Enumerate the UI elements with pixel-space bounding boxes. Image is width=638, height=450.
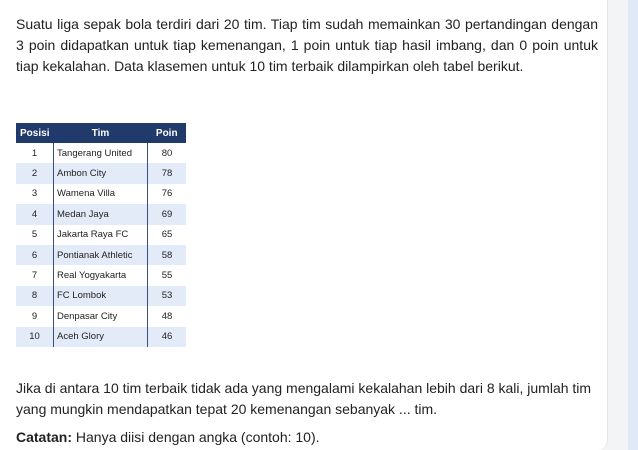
cell-posisi: 10 xyxy=(16,327,54,347)
cell-tim: Tangerang United xyxy=(54,143,148,163)
cell-tim: FC Lombok xyxy=(54,286,148,306)
standings-table xyxy=(16,123,186,347)
cell-poin: 48 xyxy=(148,306,187,326)
cell-tim: Jakarta Raya FC xyxy=(54,225,148,245)
question-intro: Suatu liga sepak bola terdiri dari 20 tim. Tiap tim sudah memainkan 30 pertandingan dengan 3 poin didapatkan untuk tiap kemenangan, 1 poin untuk tiap hasil imbang, dan 0 poin untuk tiap kekalahan. Data klasemen untuk 10 tim terbaik dilampirkan oleh tabel berikut. xyxy=(16,16,598,74)
table-row xyxy=(16,265,186,285)
cell-poin: 76 xyxy=(148,184,187,204)
cell-posisi: 9 xyxy=(16,306,54,326)
cell-tim: Medan Jaya xyxy=(54,204,148,224)
table-row xyxy=(16,163,186,183)
cell-tim: Pontianak Athletic xyxy=(54,245,148,265)
question-body: Jika di antara 10 tim terbaik tidak ada yang mengalami kekalahan lebih dari 8 kali, jumlah tim yang mungkin mendapatkan tepat 20 kemenangan sebanyak ... tim. xyxy=(16,380,592,417)
cell-posisi: 8 xyxy=(16,286,54,306)
cell-posisi: 4 xyxy=(16,204,54,224)
cell-posisi: 2 xyxy=(16,163,54,183)
header-posisi: Posisi xyxy=(16,123,54,143)
table-row xyxy=(16,225,186,245)
table-row xyxy=(16,245,186,265)
table-row xyxy=(16,327,186,347)
header-tim: Tim xyxy=(54,123,148,143)
table-row xyxy=(16,143,186,163)
cell-posisi: 1 xyxy=(16,143,54,163)
cell-poin: 65 xyxy=(148,225,187,245)
cell-posisi: 3 xyxy=(16,184,54,204)
cell-poin: 53 xyxy=(148,286,187,306)
cell-tim: Aceh Glory xyxy=(54,327,148,347)
table-row xyxy=(16,184,186,204)
cell-tim: Ambon City xyxy=(54,163,148,183)
cell-poin: 46 xyxy=(148,327,187,347)
table-header-row xyxy=(16,123,186,143)
note-text: Hanya diisi dengan angka (contoh: 10). xyxy=(72,429,320,445)
table-row xyxy=(16,306,186,326)
table-row xyxy=(16,286,186,306)
cell-poin: 69 xyxy=(148,204,187,224)
cell-posisi: 6 xyxy=(16,245,54,265)
cell-poin: 55 xyxy=(148,265,187,285)
cell-tim: Real Yogyakarta xyxy=(54,265,148,285)
answer-note xyxy=(16,428,320,446)
cell-tim: Wamena Villa xyxy=(54,184,148,204)
side-panel-edge xyxy=(628,0,638,450)
cell-posisi: 7 xyxy=(16,265,54,285)
cell-posisi: 5 xyxy=(16,225,54,245)
note-label: Catatan: xyxy=(16,429,73,445)
table-row xyxy=(16,204,186,224)
cell-poin: 80 xyxy=(148,143,187,163)
header-poin: Poin xyxy=(148,123,187,143)
cell-poin: 78 xyxy=(148,163,187,183)
cell-tim: Denpasar City xyxy=(54,306,148,326)
cell-poin: 58 xyxy=(148,245,187,265)
